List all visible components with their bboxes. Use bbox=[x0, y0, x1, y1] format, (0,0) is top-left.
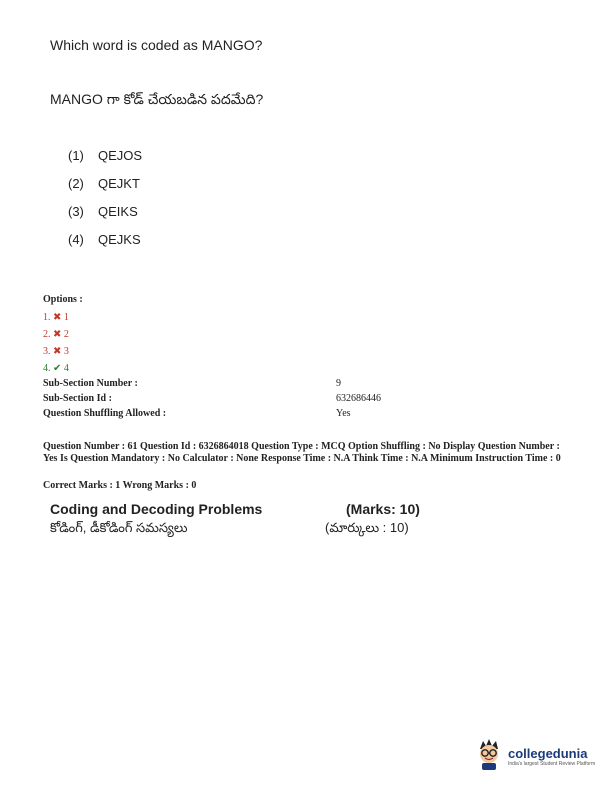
option-result-row bbox=[43, 343, 69, 360]
options-heading: Options : bbox=[43, 294, 83, 305]
option-result-prefix: 2. bbox=[43, 329, 51, 340]
options-result-list bbox=[43, 309, 69, 377]
option-number: (2) bbox=[68, 176, 84, 191]
option-result-prefix: 4. bbox=[43, 363, 51, 374]
marks-line: Correct Marks : 1 Wrong Marks : 0 bbox=[43, 480, 197, 491]
answer-option bbox=[68, 204, 142, 232]
section-title-telugu: కోడింగ్, డీకోడింగ్ సమస్యలు bbox=[50, 520, 188, 535]
collegedunia-logo bbox=[474, 737, 595, 776]
option-text: QEIKS bbox=[98, 204, 138, 219]
question-info: Question Number : 61 Question Id : 6326864018 Question Type : MCQ Option Shuffling : No Display Question Number : Yes Is Question Mandatory : No Calculator : None Response Time : N.A Think Time : N.A Minimum Instruction Time : 0 bbox=[43, 441, 561, 464]
option-result-row bbox=[43, 309, 69, 326]
option-result-value: 2 bbox=[63, 329, 69, 340]
question-english: Which word is coded as MANGO? bbox=[50, 37, 263, 53]
option-result-value: 4 bbox=[63, 363, 69, 374]
option-number: (4) bbox=[68, 232, 84, 247]
section-marks: (Marks: 10) bbox=[346, 501, 420, 517]
answer-option bbox=[68, 176, 142, 204]
section-marks-telugu: (మార్కులు : 10) bbox=[325, 520, 409, 535]
subsection-number-label: Sub-Section Number : bbox=[43, 378, 138, 389]
logo-tagline: India's largest Student Review Platform bbox=[508, 760, 596, 767]
question-telugu: MANGO గా కోడ్ చేయబడిన పదమేది? bbox=[50, 91, 264, 107]
shuffle-value: Yes bbox=[336, 408, 351, 419]
option-result-row bbox=[43, 360, 69, 377]
section-title: Coding and Decoding Problems bbox=[50, 501, 263, 517]
option-result-prefix: 1. bbox=[43, 312, 51, 323]
wrong-icon: ✖ bbox=[53, 346, 62, 357]
subsection-number-value: 9 bbox=[336, 378, 341, 389]
option-result-row bbox=[43, 326, 69, 343]
option-text: QEJKT bbox=[98, 176, 140, 191]
subsection-id-value: 632686446 bbox=[336, 393, 381, 404]
option-number: (1) bbox=[68, 148, 84, 163]
answer-option bbox=[68, 148, 142, 176]
option-result-value: 1 bbox=[63, 312, 69, 323]
answer-option bbox=[68, 232, 142, 260]
option-number: (3) bbox=[68, 204, 84, 219]
option-result-prefix: 3. bbox=[43, 346, 51, 357]
mascot-icon bbox=[474, 737, 504, 776]
shuffle-label: Question Shuffling Allowed : bbox=[43, 408, 167, 419]
option-text: QEJKS bbox=[98, 232, 141, 247]
wrong-icon: ✖ bbox=[53, 329, 62, 340]
option-result-value: 3 bbox=[63, 346, 69, 357]
subsection-id-label: Sub-Section Id : bbox=[43, 393, 112, 404]
wrong-icon: ✖ bbox=[53, 312, 62, 323]
check-icon: ✔ bbox=[53, 363, 62, 374]
logo-name: collegedunia bbox=[508, 745, 588, 761]
option-text: QEJOS bbox=[98, 148, 143, 163]
answer-options bbox=[68, 148, 142, 260]
